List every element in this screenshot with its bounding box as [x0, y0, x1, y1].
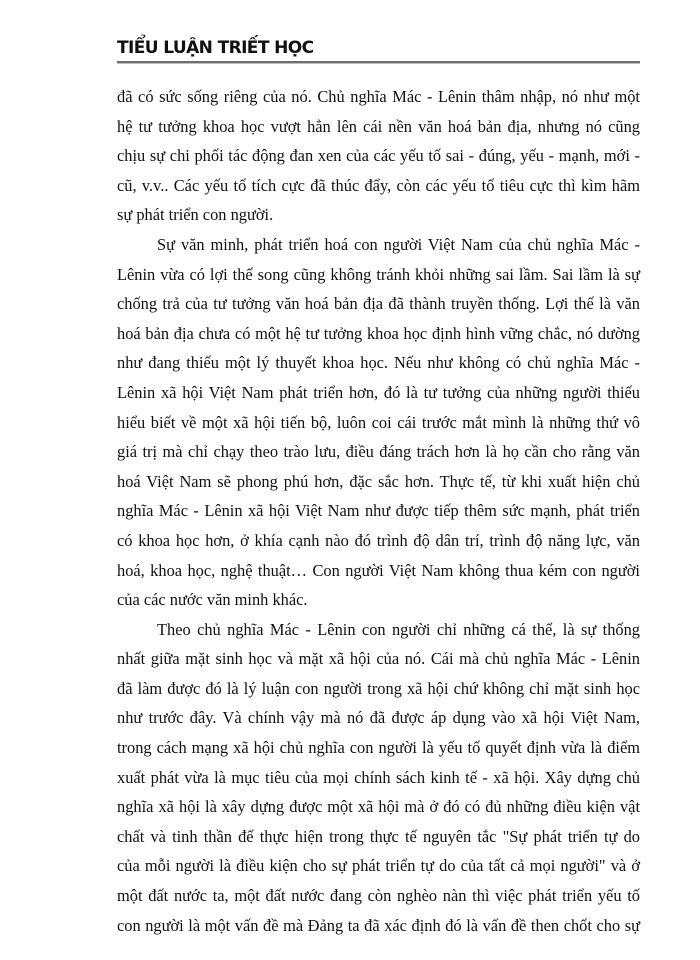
text-line: Sự văn minh, phát triển hoá con người Việt Nam của chủ nghĩa Mác -	[157, 234, 640, 254]
text-line: như đang thiếu một lý thuyết khoa học. Nếu như không có chủ nghĩa Mác -	[117, 353, 640, 373]
text-line: một đất nước ta, một đất nước đang còn nghèo nàn thì việc phát triển yếu tố	[117, 886, 640, 906]
paragraph-1	[117, 82, 640, 230]
text-line: hoá, khoa học, nghệ thuật… Con người Việt Nam không thua kém con người	[117, 560, 640, 580]
text-line: hệ tư tưởng khoa học vượt hẳn lên cái nền văn hoá bản địa, nhưng nó cũng	[117, 116, 640, 136]
text-line: của các nước văn minh khác.	[117, 590, 308, 610]
text-line: Lênin vừa có lợi thế song cũng không tránh khỏi những sai lầm. Sai lầm là sự	[117, 264, 640, 284]
text-line: trong cách mạng xã hội chủ nghĩa con người là yếu tố quyết định vừa là điểm	[117, 738, 640, 758]
text-line: có khoa học hơn, ở khía cạnh nào đó trình độ dân trí, trình độ năng lực, văn	[117, 530, 640, 550]
text-line: xuất phát vừa là mục tiêu của mọi chính sách kinh tế - xã hội. Xây dựng chủ	[117, 767, 640, 787]
text-line: Lênin xã hội Việt Nam phát triển hơn, đó là tư tưởng của những người thiếu	[117, 382, 640, 402]
text-line: cũ, v.v.. Các yếu tố tích cực đã thúc đẩy, còn các yếu tố tiêu cực thì kìm hãm	[117, 175, 640, 195]
header-title: TIỂU LUẬN TRIẾT HỌC	[117, 38, 314, 58]
text-line: chịu sự chi phối tác động đan xen của các yếu tố sai - đúng, yếu - mạnh, mới -	[117, 146, 640, 166]
text-line: giá trị mà chỉ chạy theo trào lưu, điều đáng trách hơn là họ cần cho rằng văn	[117, 442, 640, 462]
text-line: chống trả của tư tưởng văn hoá bản địa đã thành truyền thống. Lợi thế là văn	[117, 294, 640, 314]
paragraph-3	[117, 615, 640, 941]
text-line: sự phát triển con người.	[117, 205, 274, 225]
paragraph-2	[117, 230, 640, 615]
header-divider	[117, 61, 640, 64]
text-line: đã có sức sống riêng của nó. Chủ nghĩa Mác - Lênin thâm nhập, nó như một	[117, 87, 640, 106]
text-line: Theo chủ nghĩa Mác - Lênin con người chỉ những cá thể, là sự thống	[157, 619, 640, 639]
text-line: hiểu biết về một xã hội tiến bộ, luôn coi cái trước mắt mình là những thứ vô	[117, 412, 640, 432]
document-body	[117, 82, 640, 940]
text-line: hoá Việt Nam sẽ phong phú hơn, đặc sắc hơn. Thực tế, từ khi xuất hiện chủ	[117, 471, 640, 491]
text-line: con người là một vấn đề mà Đảng ta đã xác định đó là vấn đề then chốt cho sự	[117, 915, 640, 935]
text-line: nhất giữa mặt sinh học và mặt xã hội của nó. Cái mà chủ nghĩa Mác - Lênin	[117, 649, 640, 669]
text-line: của mỗi người là điều kiện cho sự phát triển tự do của tất cả mọi người" và ở	[117, 856, 640, 876]
text-line: như trước đây. Và chính vậy mà nó đã được áp dụng vào xã hội Việt Nam,	[117, 708, 640, 728]
text-line: nghĩa Mác - Lênin xã hội Việt Nam như được tiếp thêm sức mạnh, phát triển	[117, 501, 640, 521]
text-line: hoá bản địa chưa có một hệ tư tưởng khoa học định hình vững chắc, nó dường	[117, 323, 640, 343]
text-line: nghĩa xã hội là xây dựng được một xã hội mà ở đó có đủ những điều kiện vật	[117, 797, 640, 817]
text-line: đã làm được đó là lý luận con người trong xã hội chứ không chỉ mặt sinh học	[117, 678, 640, 698]
page-header	[117, 36, 640, 64]
text-line: chất và tinh thần để thực hiện trong thực tế nguyên tắc "Sự phát triển tự do	[117, 826, 640, 846]
